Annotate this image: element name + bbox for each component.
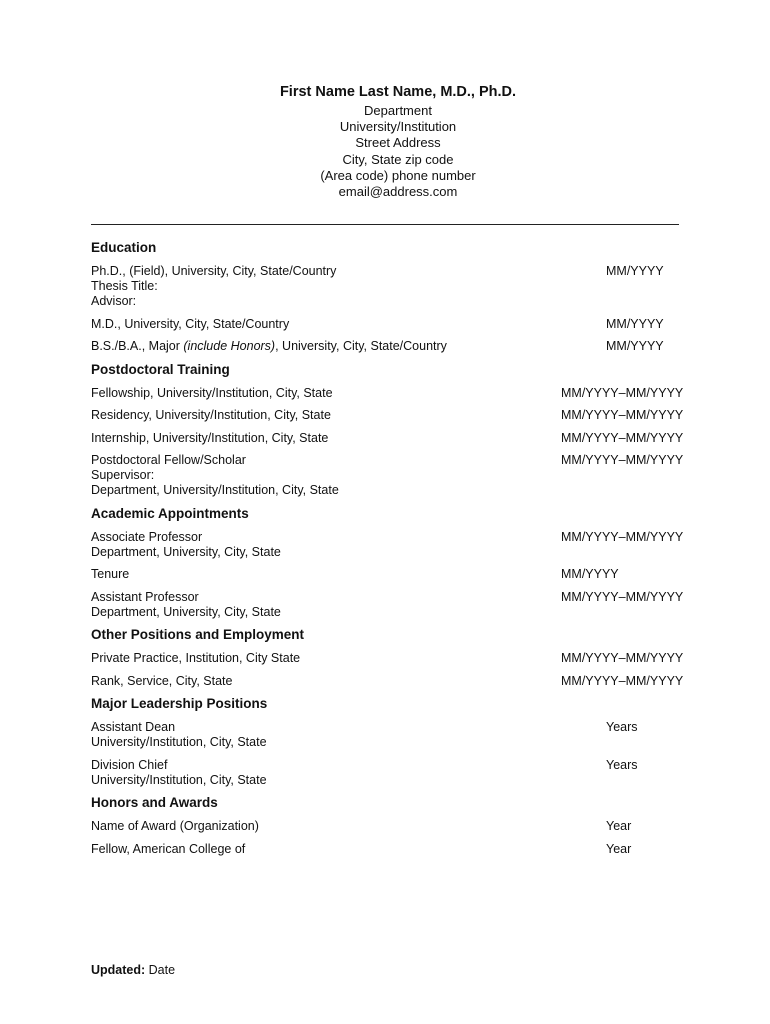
section-title: Other Positions and Employment (91, 627, 305, 642)
entry-text: B.S./B.A., Major (91, 339, 184, 353)
section-postdoctoral-training (91, 362, 691, 499)
section-title: Postdoctoral Training (91, 361, 230, 377)
entry-line: Fellowship, University/Institution, City, State (91, 385, 333, 400)
city-state-zip-line: City, State zip code (342, 151, 454, 167)
entry-line: Internship, University/Institution, City, State (91, 430, 329, 445)
entry-line: Assistant Dean (91, 720, 176, 734)
entry-date: MM/YYYY–MM/YYYY (561, 453, 684, 467)
list-item (91, 567, 691, 582)
entry-date: MM/YYYY–MM/YYYY (561, 589, 684, 604)
entry-line: Assistant Professor (91, 589, 199, 604)
entry-date: MM/YYYY–MM/YYYY (561, 651, 684, 665)
list-item (91, 530, 691, 560)
entry-date: Year (606, 841, 632, 856)
department-line: Department (364, 103, 432, 118)
entry-line: Division Chief (91, 757, 168, 772)
list-item (91, 339, 691, 354)
updated-footer (91, 963, 175, 977)
section-academic-appointments (91, 506, 691, 620)
list-item (91, 674, 691, 689)
entry-line: Associate Professor (91, 529, 203, 544)
entry-line: Private Practice, Institution, City State (91, 651, 301, 665)
entry-line: Supervisor: (91, 468, 155, 482)
list-item (91, 819, 691, 834)
entry-line: Tenure (91, 567, 130, 581)
email-line: email@address.com (338, 184, 458, 200)
entry-line: Thesis Title: (91, 279, 158, 293)
entry-line: University/Institution, City, State (91, 735, 267, 749)
entry-date: MM/YYYY (606, 339, 664, 353)
section-title: Education (91, 240, 157, 255)
updated-value: Date (148, 963, 176, 977)
section-leadership-positions (91, 696, 691, 788)
entry-date: MM/YYYY–MM/YYYY (561, 673, 684, 688)
list-item (91, 317, 691, 332)
list-item (91, 386, 691, 401)
entry-line: Name of Award (Organization) (91, 819, 259, 833)
cv-content (91, 240, 691, 864)
entry-date: MM/YYYY–MM/YYYY (561, 529, 684, 544)
entry-line: M.D., University, City, State/Country (91, 316, 290, 331)
entry-date: MM/YYYY–MM/YYYY (561, 430, 684, 445)
entry-line: Rank, Service, City, State (91, 673, 233, 688)
entry-text: , University, City, State/Country (275, 339, 447, 353)
section-title: Major Leadership Positions (91, 696, 268, 711)
entry-date: MM/YYYY (606, 316, 664, 331)
entry-line: Residency, University/Institution, City, State (91, 408, 331, 422)
entry-line: University/Institution, City, State (91, 772, 267, 787)
entry-line: Fellow, American College of (91, 841, 246, 856)
street-address-line: Street Address (355, 135, 441, 151)
entry-date: MM/YYYY–MM/YYYY (561, 408, 684, 422)
section-honors-awards (91, 795, 691, 857)
list-item (91, 453, 691, 498)
entry-line: Advisor: (91, 294, 137, 308)
list-item (91, 408, 691, 423)
entry-date: Year (606, 819, 632, 833)
entry-date: MM/YYYY (606, 264, 664, 278)
updated-label: Updated: (91, 963, 146, 977)
entry-line: Department, University, City, State (91, 604, 281, 619)
entry-date: MM/YYYY–MM/YYYY (561, 385, 684, 400)
entry-date: Years (606, 757, 638, 772)
phone-line: (Area code) phone number (320, 167, 476, 183)
section-title: Academic Appointments (91, 505, 249, 521)
list-item (91, 431, 691, 446)
entry-line: Department, University, City, State (91, 544, 281, 559)
institution-line: University/Institution (339, 119, 457, 135)
entry-line: Department, University/Institution, City, State (91, 483, 339, 497)
entry-italic-text: (include Honors) (183, 339, 276, 353)
list-item (91, 842, 691, 857)
entry-date: MM/YYYY (561, 567, 619, 581)
header-divider (91, 224, 679, 225)
entry-line: Ph.D., (Field), University, City, State/Country (91, 264, 337, 278)
list-item (91, 264, 691, 309)
list-item (91, 590, 691, 620)
section-education (91, 240, 691, 354)
entry-line (91, 339, 691, 354)
entry-line: Postdoctoral Fellow/Scholar (91, 453, 246, 467)
section-other-positions (91, 627, 691, 689)
section-title: Honors and Awards (91, 795, 218, 810)
cv-header (0, 84, 770, 200)
list-item (91, 651, 691, 666)
entry-date: Years (606, 720, 638, 734)
list-item (91, 758, 691, 788)
cv-name: First Name Last Name, M.D., Ph.D. (279, 84, 517, 100)
list-item (91, 720, 691, 750)
